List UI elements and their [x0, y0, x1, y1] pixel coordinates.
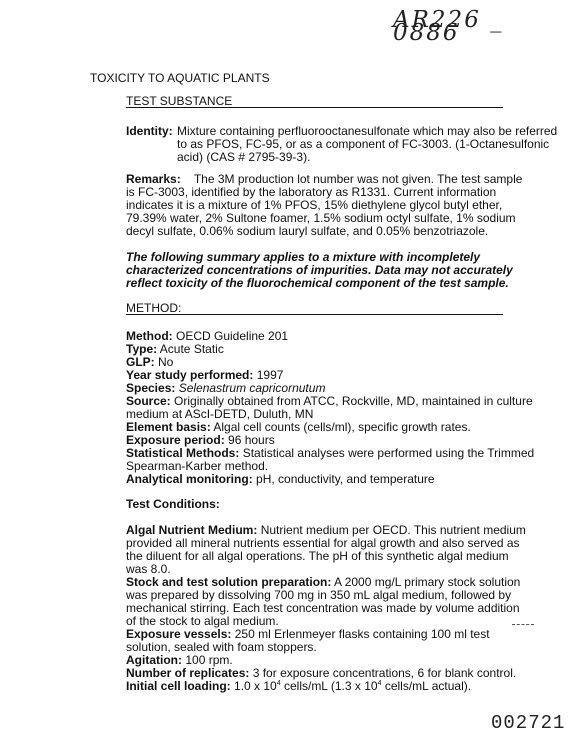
- test-conditions-heading: Test Conditions:: [126, 497, 220, 511]
- field-label: Exposure period:: [126, 433, 225, 447]
- source-field: [126, 395, 536, 421]
- method-fields: [126, 330, 536, 486]
- field-label: Stock and test solution preparation:: [126, 575, 332, 589]
- type-field: [126, 343, 536, 356]
- analytical-monitoring-field: [126, 473, 536, 486]
- field-value: 100 rpm.: [185, 653, 233, 667]
- test-conditions-fields: [126, 524, 526, 693]
- initial-value-a: 1.0 x 10: [234, 679, 277, 693]
- algal-medium-field: [126, 524, 526, 576]
- method-rule: [126, 314, 503, 315]
- method-heading: METHOD:: [126, 301, 182, 315]
- remarks-label: Remarks:: [126, 172, 181, 186]
- field-label: Statistical Methods:: [126, 446, 240, 460]
- field-label: Species:: [126, 381, 176, 395]
- field-value: Statistical analyses were performed using the Trimmed Spearman-Karber method.: [126, 446, 535, 473]
- field-label: Year study performed:: [126, 368, 254, 382]
- field-value: 3 for exposure concentrations, 6 for blank control.: [252, 666, 517, 680]
- scan-mark: [512, 624, 534, 625]
- field-value: No: [158, 355, 174, 369]
- field-label: Initial cell loading:: [126, 679, 231, 693]
- statistical-methods-field: [126, 447, 536, 473]
- field-value: pH, conductivity, and temperature: [256, 472, 435, 486]
- field-label: Source:: [126, 394, 171, 408]
- field-label: GLP:: [126, 355, 155, 369]
- field-value: Algal cell counts (cells/ml), specific growth rates.: [213, 420, 471, 434]
- page-title: TOXICITY TO AQUATIC PLANTS: [90, 71, 270, 85]
- field-value: Selenastrum capricornutum: [178, 381, 326, 395]
- field-label: Algal Nutrient Medium:: [126, 523, 258, 537]
- field-value: Acute Static: [159, 342, 224, 356]
- identity-label: Identity:: [126, 124, 173, 138]
- field-value: OECD Guideline 201: [176, 329, 289, 343]
- field-label: Agitation:: [126, 653, 182, 667]
- remarks-paragraph: [126, 173, 531, 238]
- field-label: Exposure vessels:: [126, 627, 232, 641]
- field-value: A 2000 mg/L primary stock solution was prepared by dissolving 700 mg in 350 mL algal medium, followed by mechanical stirring. Each test concentration was made by volume addition of the stock to algal medium.: [126, 575, 521, 628]
- field-value: 1997: [256, 368, 284, 382]
- handwritten-document-number: AR226 _ 0886: [393, 7, 504, 46]
- test-substance-rule: [126, 107, 503, 108]
- initial-value-b: cells/mL (1.3 x 10: [280, 679, 378, 693]
- field-label: Type:: [126, 342, 158, 356]
- stock-solution-field: [126, 576, 526, 628]
- field-value: Nutrient medium per OECD. This nutrient medium provided all mineral nutrients essential for algal growth and also served as the diluent for all algal operations. The pH of this synthetic algal medium was 8.0.: [126, 523, 526, 576]
- field-label: Method:: [126, 329, 173, 343]
- field-label: Element basis:: [126, 420, 211, 434]
- initial-exponent-b: 4: [377, 680, 382, 687]
- field-label: Analytical monitoring:: [126, 472, 253, 486]
- remarks-text: The 3M production lot number was not given. The test sample is FC-3003, identified by the laboratory as R1331. Current information indicates it is a mixture of 1% PFOS, 15% diethylene glycol butyl ether, 79.39% water, 2% Sultone foamer, 1.5% sodium octyl sulfate, 1% sodium decyl sulfate, 0.06% sodium lauryl sulfate, and 0.05% benzotriazole.: [126, 172, 523, 238]
- page-stamp: 002721: [491, 712, 566, 734]
- field-value: 96 hours: [228, 433, 275, 447]
- initial-cell-loading-field: [126, 680, 526, 693]
- field-value: Originally obtained from ATCC, Rockville, MD, maintained in culture medium at AScI-DETD, Duluth, MN: [126, 394, 533, 421]
- identity-text: Mixture containing perfluorooctanesulfonate which may also be referred to as PFOS, FC-95, or as a component of FC-3003. (1-Octanesulfonic acid) (CAS # 2795-39-3).: [177, 124, 558, 164]
- field-value: 250 ml Erlenmeyer flasks containing 100 ml test solution, sealed with foam stoppers.: [126, 627, 490, 654]
- initial-value-c: cells/mL actual).: [381, 679, 472, 693]
- test-substance-heading: TEST SUBSTANCE: [126, 94, 233, 108]
- field-label: Number of replicates:: [126, 666, 250, 680]
- initial-exponent-a: 4: [276, 680, 281, 687]
- exposure-vessels-field: [126, 628, 526, 654]
- mixture-warning: The following summary applies to a mixture with incompletely characterized concentrations of impurities. Data may not accurately reflect toxicity of the fluorochemical component of the test sample.: [126, 250, 513, 290]
